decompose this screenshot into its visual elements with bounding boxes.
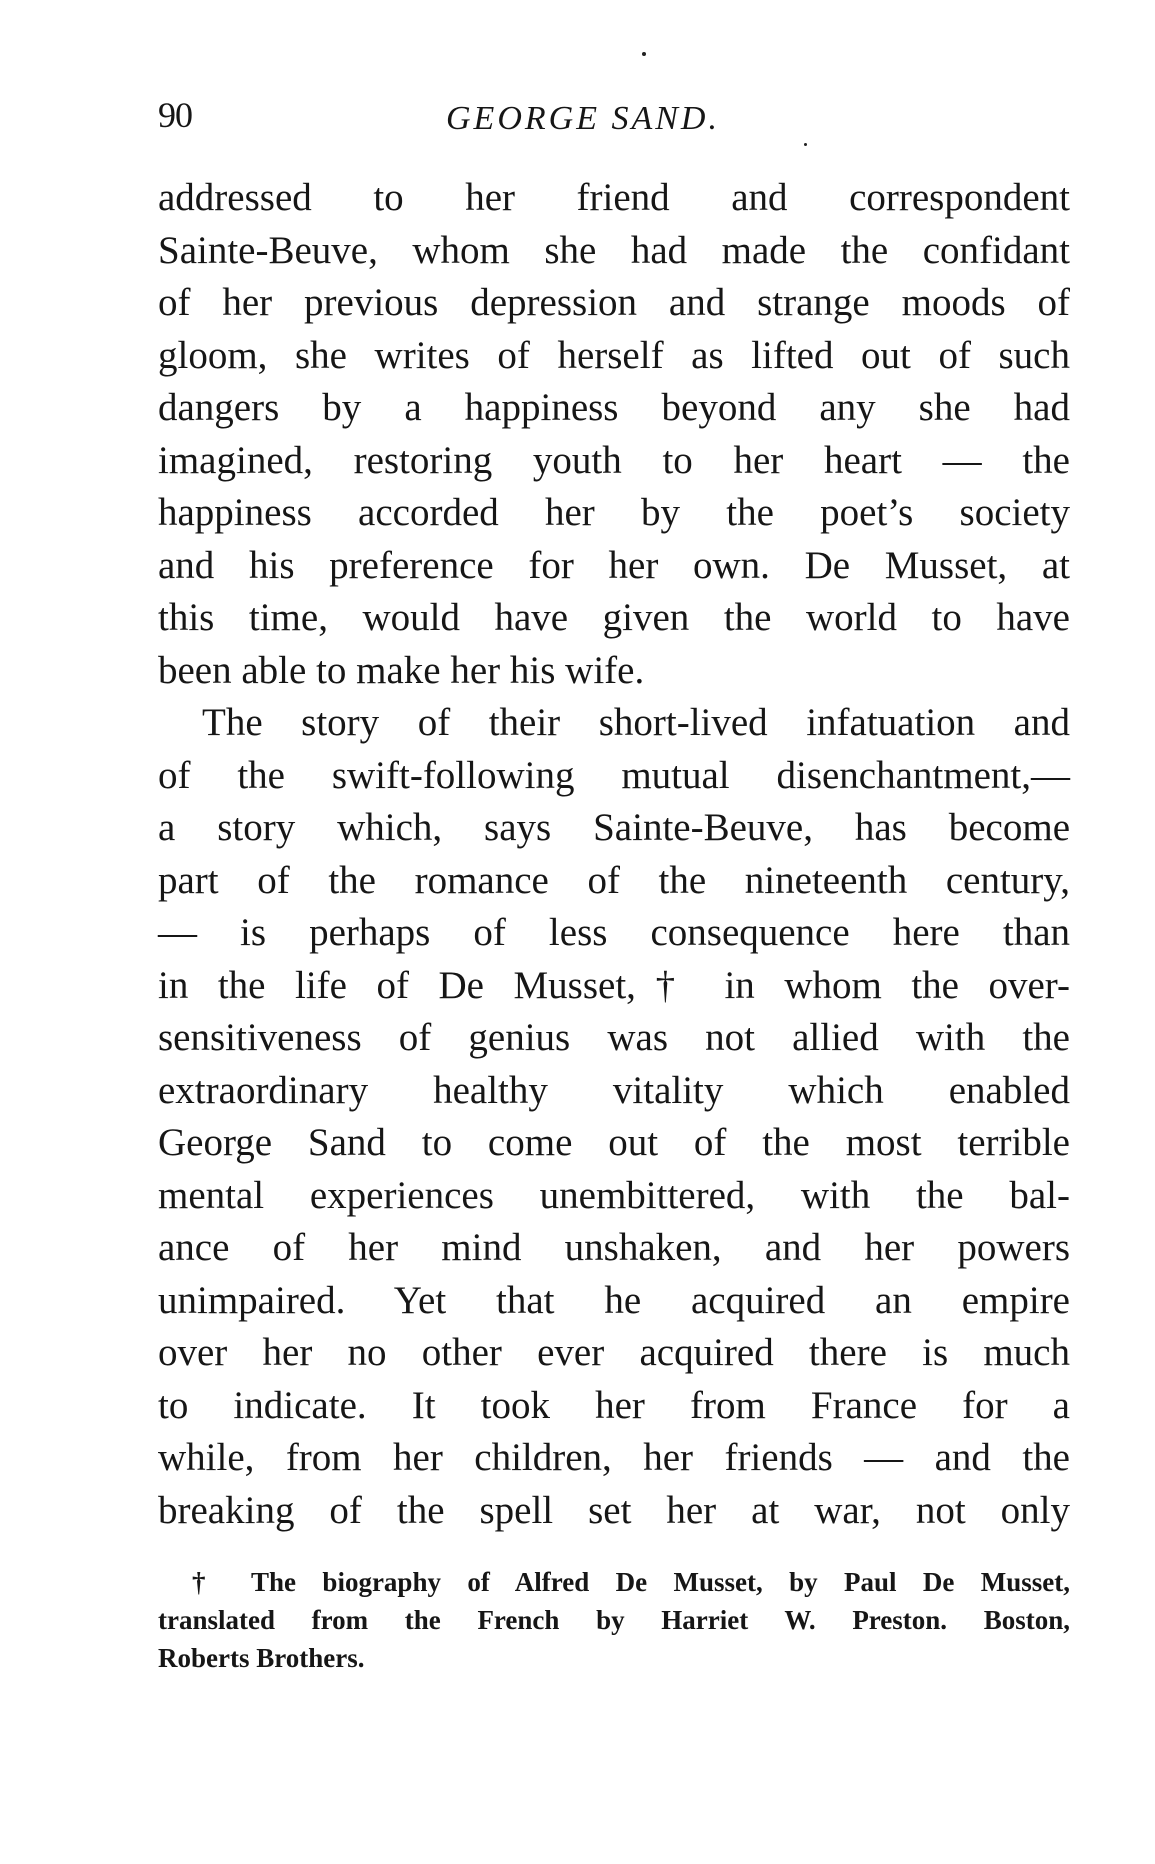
text-line: of her previous depression and strange moods of <box>158 281 1070 324</box>
text-line: been able to make her his wife. <box>158 648 645 692</box>
text-line: happiness accorded her by the poet’s society <box>158 491 1070 534</box>
text-line: in the life of De Musset,† in whom the over- <box>158 963 1070 1007</box>
page-header <box>158 95 1070 145</box>
text-line: and his preference for her own. De Musset, at <box>158 543 1070 587</box>
text-line: unimpaired. Yet that he acquired an empire <box>158 1278 1070 1322</box>
text-line: ance of her mind unshaken, and her powers <box>158 1226 1070 1269</box>
text-line: breaking of the spell set her at war, not only <box>158 1488 1070 1532</box>
text-line: part of the romance of the nineteenth century, <box>158 858 1070 902</box>
footnote-line: † The biography of Alfred De Musset, by Paul De Musset, <box>192 1567 1070 1597</box>
text-line: while, from her children, her friends — and the <box>158 1436 1070 1479</box>
footnote-line: Roberts Brothers. <box>158 1643 365 1673</box>
text-line: a story which, says Sainte-Beuve, has become <box>158 806 1070 849</box>
ink-speck <box>642 52 646 56</box>
text-line: of the swift-following mutual disenchantment,— <box>158 753 1070 797</box>
text-line: gloom, she writes of herself as lifted out of such <box>158 333 1070 377</box>
text-line: mental experiences unembittered, with the bal- <box>158 1173 1070 1217</box>
text-line: to indicate. It took her from France for a <box>158 1383 1070 1427</box>
text-line: addressed to her friend and correspondent <box>158 176 1070 219</box>
footnote <box>158 1563 1070 1677</box>
running-head: GEORGE SAND. <box>446 100 720 137</box>
text-line: imagined, restoring youth to her heart — the <box>158 438 1070 482</box>
text-line: — is perhaps of less consequence here than <box>158 911 1070 954</box>
text-line: dangers by a happiness beyond any she had <box>158 386 1070 429</box>
text-line: Sainte-Beuve, whom she had made the confidant <box>158 228 1070 272</box>
page-number: 90 <box>158 95 192 135</box>
body-text <box>158 172 1070 1537</box>
footnote-line: translated from the French by Harriet W. Preston. Boston, <box>158 1605 1070 1635</box>
text-line: over her no other ever acquired there is much <box>158 1331 1070 1374</box>
text-line: The story of their short-lived infatuation and <box>202 701 1070 744</box>
text-line: this time, would have given the world to have <box>158 596 1070 639</box>
text-line: extraordinary healthy vitality which enabled <box>158 1068 1070 1112</box>
text-line: sensitiveness of genius was not allied with the <box>158 1016 1070 1059</box>
text-line: George Sand to come out of the most terrible <box>158 1121 1070 1164</box>
